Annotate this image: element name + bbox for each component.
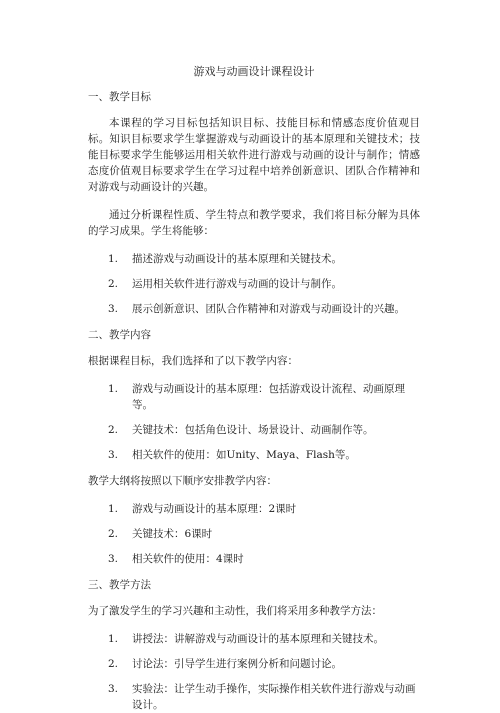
list-item <box>88 501 420 517</box>
list-item-number: 1. <box>108 633 119 645</box>
list-item-number: 1. <box>108 253 119 265</box>
content-list <box>88 381 420 463</box>
list-item <box>88 276 420 292</box>
list-item <box>88 656 420 672</box>
list-item <box>88 301 420 317</box>
list-item-text: 描述游戏与动画设计的基本原理和关键技术。 <box>132 253 342 265</box>
goals-list <box>88 251 420 317</box>
section-heading-teaching-content: 二、教学内容 <box>88 329 151 341</box>
paragraph-content-intro: 根据课程目标，我们选择和了以下教学内容： <box>88 355 298 367</box>
list-item-text: 相关软件的使用：如Unity、Maya、Flash等。 <box>132 449 356 461</box>
paragraph-schedule-intro: 教学大纲将按照以下顺序安排教学内容： <box>88 475 277 487</box>
methods-list <box>88 631 420 713</box>
list-item-text: 讲授法：讲解游戏与动画设计的基本原理和关键技术。 <box>132 633 384 645</box>
paragraph-methods-intro: 为了激发学生的学习兴趣和主动性，我们将采用多种教学方法： <box>88 605 382 617</box>
list-item-text: 游戏与动画设计的基本原理：2课时 <box>132 503 297 515</box>
list-item <box>88 631 420 647</box>
list-item <box>88 681 420 713</box>
list-item-number: 2. <box>108 528 119 540</box>
section-heading-teaching-methods: 三、教学方法 <box>88 579 151 591</box>
list-item <box>88 251 420 267</box>
list-item <box>88 551 420 567</box>
list-item-text: 关键技术：6课时 <box>132 528 213 540</box>
list-item-text: 讨论法：引导学生进行案例分析和问题讨论。 <box>132 658 342 670</box>
list-item-text: 展示创新意识、团队合作精神和对游戏与动画设计的兴趣。 <box>132 303 405 315</box>
paragraph-goals-breakdown: 通过分析课程性质、学生特点和教学要求，我们将目标分解为具体的学习成果。学生将能够： <box>88 209 420 237</box>
list-item-number: 2. <box>108 278 119 290</box>
list-item <box>88 422 420 438</box>
list-item-number: 2. <box>108 424 119 436</box>
list-item <box>88 447 420 463</box>
document-title: 游戏与动画设计课程设计 <box>193 65 315 78</box>
list-item-text: 相关软件的使用：4课时 <box>132 553 244 565</box>
schedule-list <box>88 501 420 567</box>
list-item-number: 3. <box>108 449 119 461</box>
list-item-number: 1. <box>108 503 119 515</box>
section-heading-teaching-goals: 一、教学目标 <box>88 91 151 103</box>
list-item-text: 游戏与动画设计的基本原理：包括游戏设计流程、动画原理等。 <box>132 383 405 411</box>
list-item-number: 3. <box>108 683 119 695</box>
list-item-number: 3. <box>108 303 119 315</box>
list-item-number: 2. <box>108 658 119 670</box>
list-item-number: 3. <box>108 553 119 565</box>
list-item-text: 运用相关软件进行游戏与动画的设计与制作。 <box>132 278 342 290</box>
list-item <box>88 526 420 542</box>
paragraph-goals-overview: 本课程的学习目标包括知识目标、技能目标和情感态度价值观目标。知识目标要求学生掌握游戏与动画设计的基本原理和关键技术；技能目标要求学生能够运用相关软件进行游戏与动画的设计与制作；情感态度价值观目标要求学生在学习过程中培养创新意识、团队合作精神和对游戏与动画设计的兴趣。 <box>88 117 420 193</box>
list-item-text: 关键技术：包括角色设计、场景设计、动画制作等。 <box>132 424 374 436</box>
list-item-number: 1. <box>108 383 119 395</box>
list-item-text: 实验法：让学生动手操作，实际操作相关软件进行游戏与动画设计。 <box>132 683 416 711</box>
list-item <box>88 381 420 413</box>
